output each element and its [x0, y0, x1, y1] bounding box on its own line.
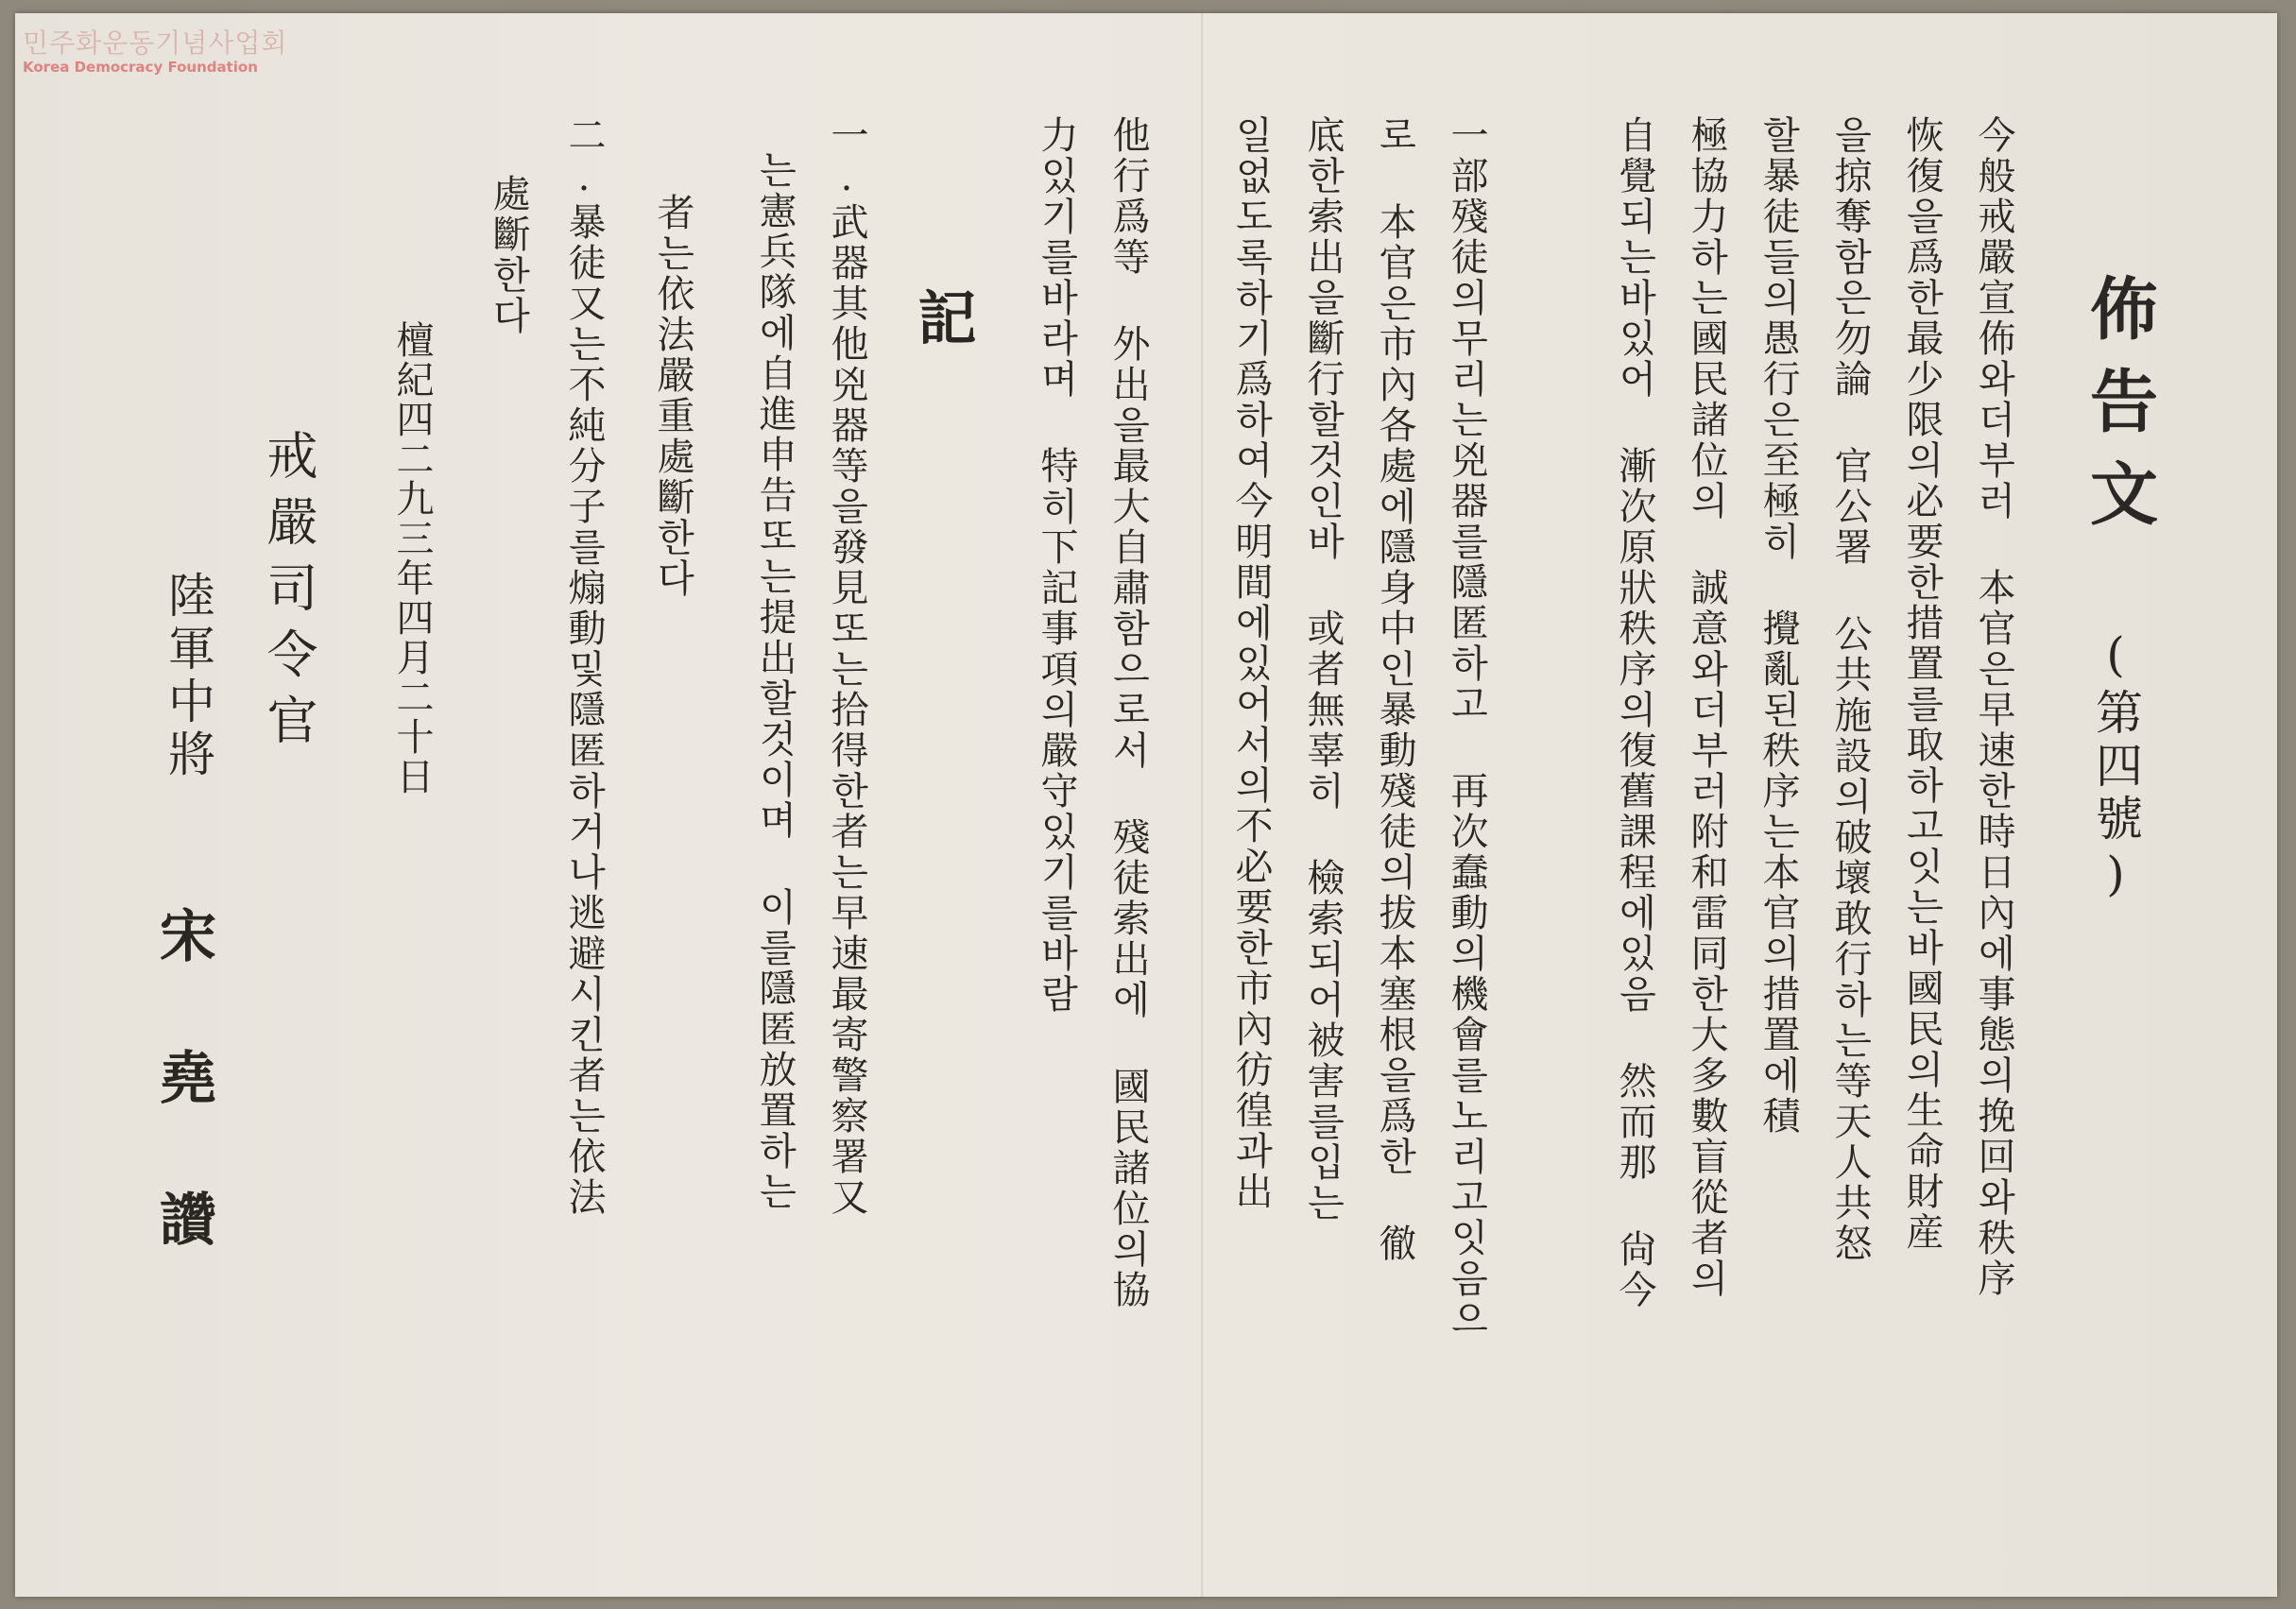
document-date: 檀紀四二九三年四月二十日 [390, 320, 434, 796]
item-line: 二.暴徒又는不純分子를煽動및隱匿하거나逃避시킨者는依法 [562, 115, 606, 1218]
watermark-korean: 민주화운동기념사업회 [23, 27, 288, 59]
signatory-office: 戒嚴司令官 [259, 429, 318, 760]
document-sheet [15, 13, 2277, 1597]
paper-fold [1201, 13, 1204, 1597]
body-line: 恢復을爲한最少限의必要한措置를取하고잇는바國民의生命財産 [1900, 115, 1944, 1253]
body-line: 今般戒嚴宣佈와더부러 本官은早速한時日內에事態의挽回와秩序 [1972, 115, 2015, 1299]
item-line: 는憲兵隊에自進申告또는提出할것이며 이를隱匿放置하는 [753, 150, 797, 1212]
body-line: 底한索出을斷行할것인바 或者無辜히 檢索되어被害를입는 [1301, 115, 1345, 1224]
item-line: 處斷한다 [487, 174, 530, 336]
watermark-english: Korea Democracy Foundation [23, 59, 258, 76]
signatory-rank: 陸軍中將 [161, 571, 215, 782]
item-line: 一.武器其他兇器等을發見또는拾得한者는早速最寄警察署又 [825, 115, 868, 1218]
body-line: 力있기를바라며 特히下記事項의嚴守있기를바람 [1035, 115, 1078, 1015]
body-line: 일없도록하기爲하여今明間에있어서의不必要한市內彷徨과出 [1229, 115, 1273, 1212]
document-title: 佈告文 [2079, 273, 2159, 551]
body-line: 을掠奪함은勿論 官公署 公共施設의破壞敢行하는等天人共怒 [1828, 115, 1872, 1264]
body-line: 他行爲等 外出을最大自肅함으로서 殘徒索出에 國民諸位의協 [1106, 115, 1150, 1310]
body-line: 로 本官은市內各處에隱身中인暴動殘徒의拔本塞根을爲한 徹 [1373, 115, 1416, 1264]
record-heading: 記 [908, 287, 977, 346]
body-line: 自覺되는바있어 漸次原狀秩序의復舊課程에있음 然而那 尙今 [1613, 115, 1656, 1310]
body-line: 할暴徒들의愚行은至極히 攪亂된秩序는本官의措置에積 [1756, 115, 1800, 1137]
body-line: 一部殘徒의무리는兇器를隱匿하고 再次蠢動의機會를노리고잇음으 [1445, 115, 1488, 1340]
body-line: 極協力하는國民諸位의 誠意와더부러附和雷同한大多數盲從者의 [1685, 115, 1728, 1299]
document-number: (第四號) [2088, 627, 2143, 907]
item-line: 者는依法嚴重處斷한다 [651, 193, 694, 599]
signatory-name: 宋堯讚 [150, 906, 216, 1331]
